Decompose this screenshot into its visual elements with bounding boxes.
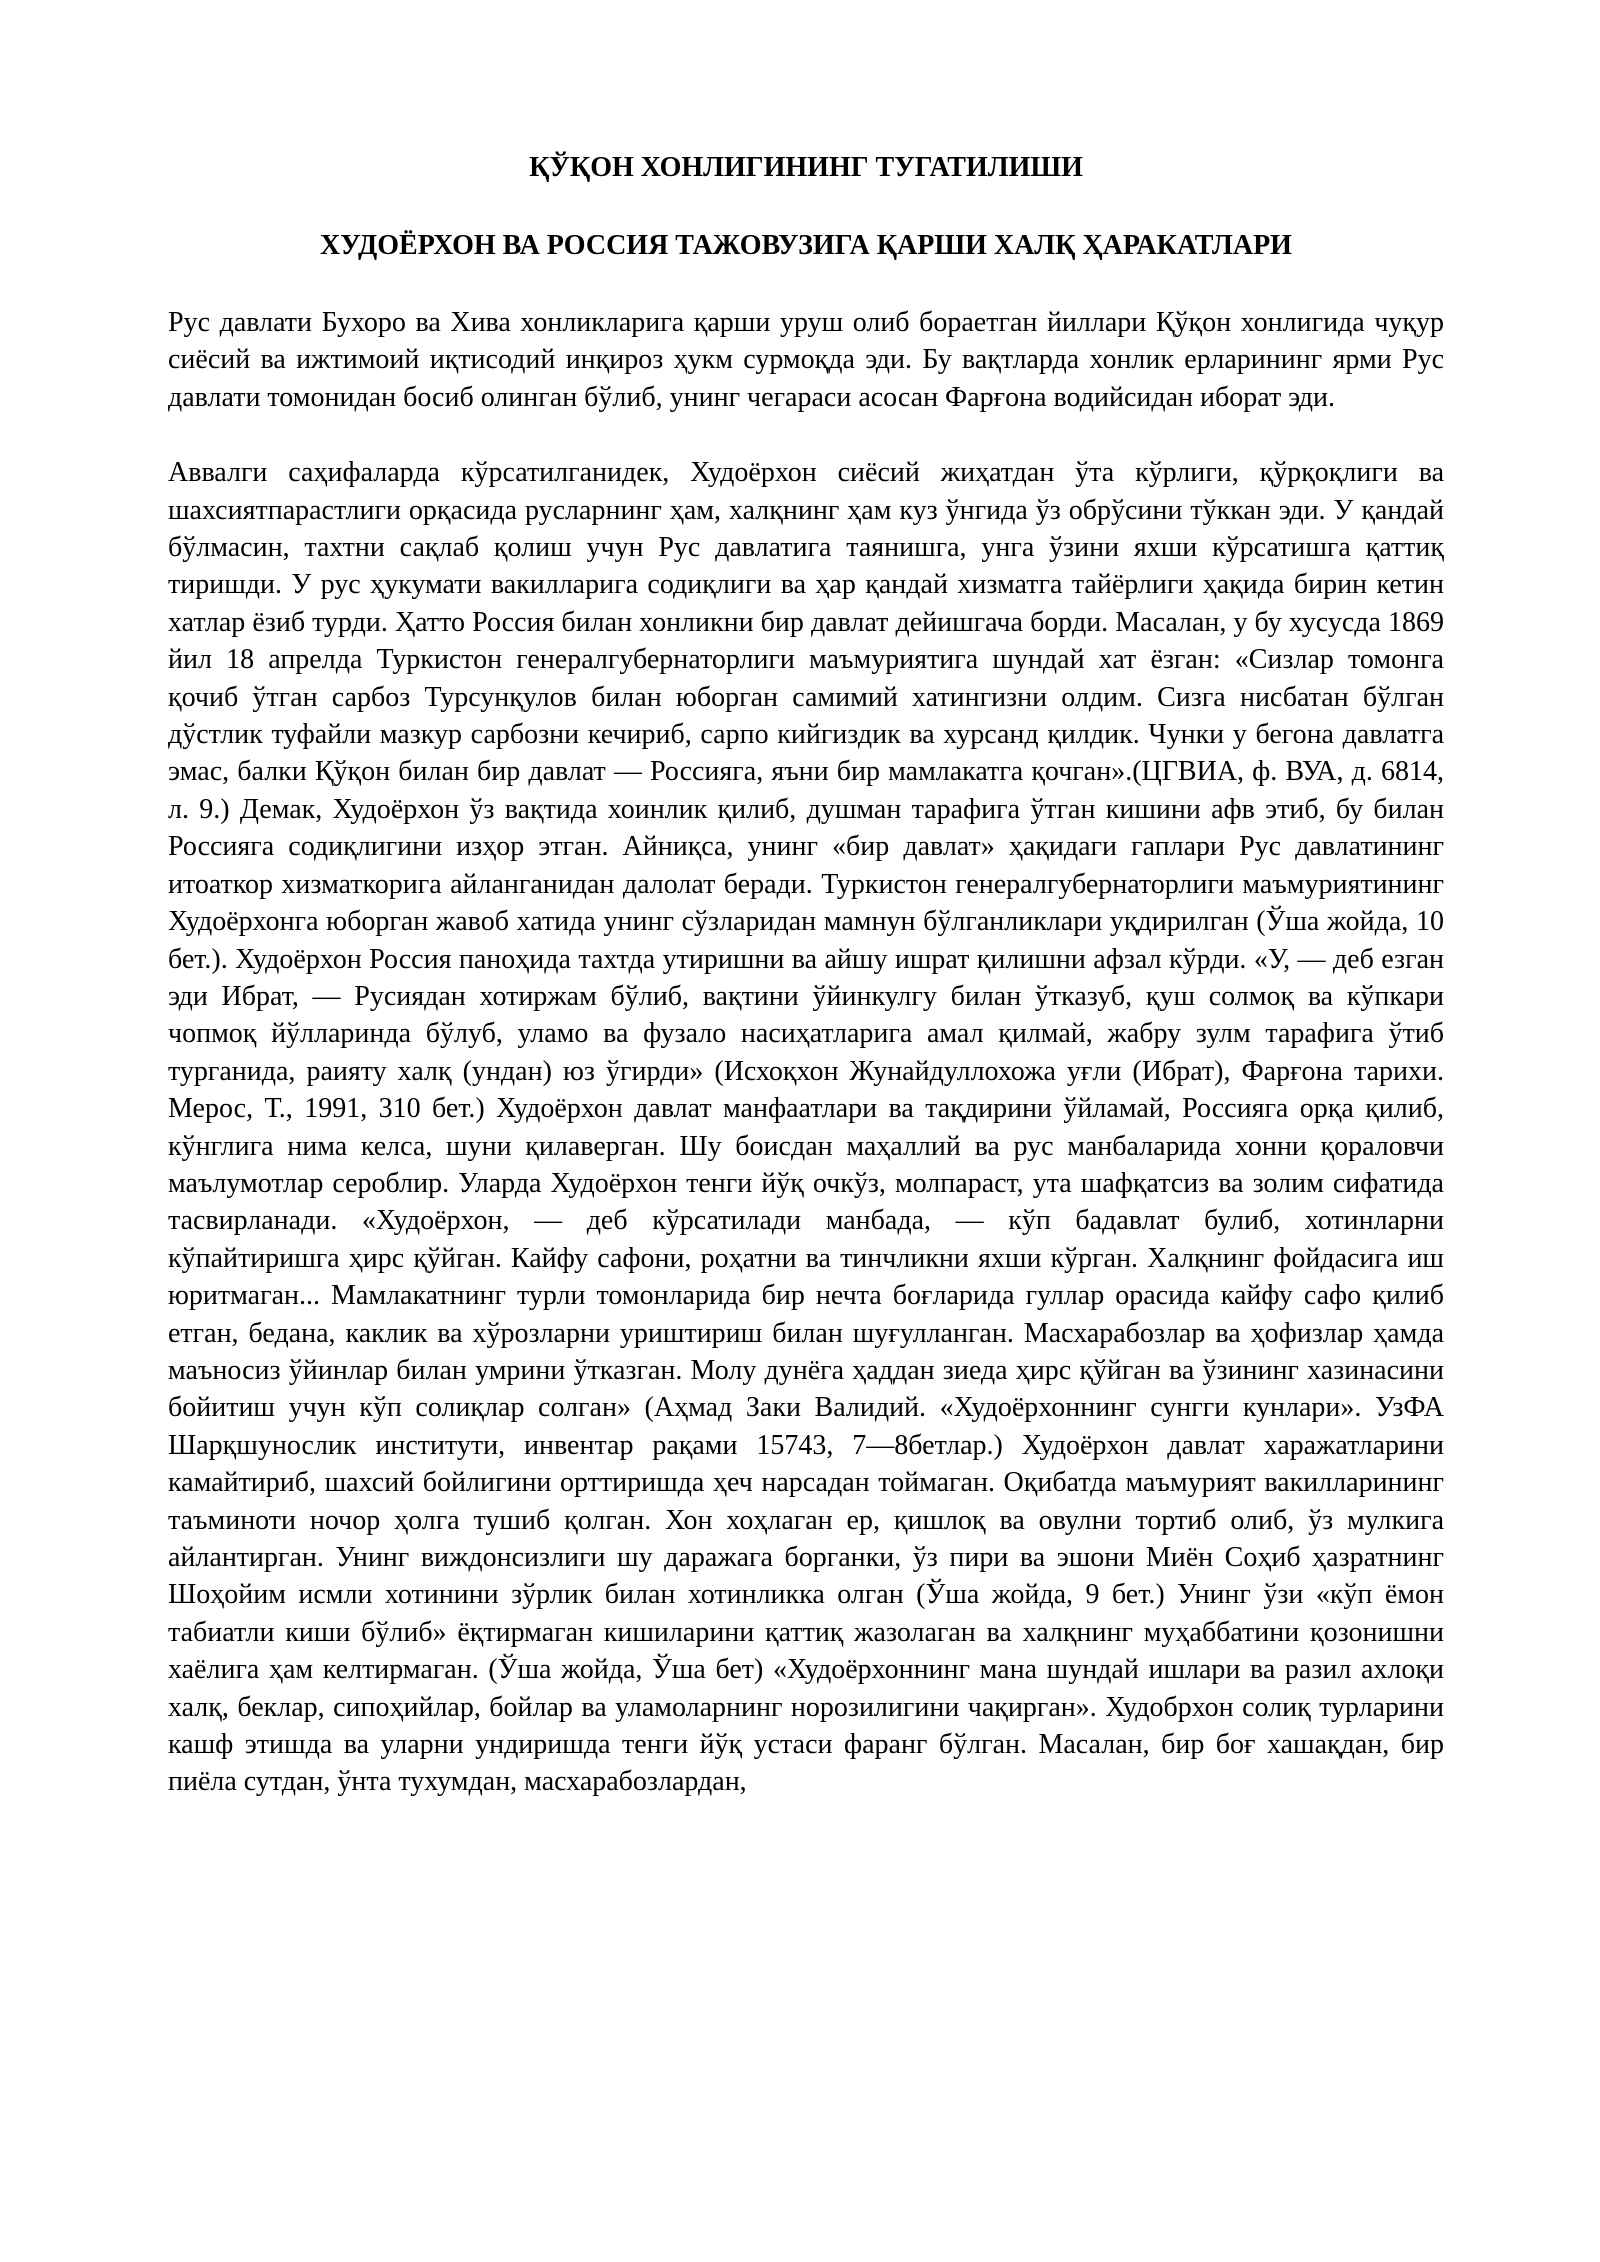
paragraph-intro: Рус давлати Бухоро ва Хива хонликларига қарши уруш олиб бораетган йиллари Қўқон хонлигида чуқур сиёсий ва ижтимоий иқтисодий инқироз ҳукм сурмоқда эди. Бу вақтларда хонлик ерларининг ярми Рус давлати томонидан босиб олинган бўлиб, унинг чегараси асосан Фарғона водийсидан иборат эди.: [168, 307, 1444, 413]
document-page: [168, 150, 1444, 1801]
paragraph-main: Аввалги саҳифаларда кўрсатилганидек, Худоёрхон сиёсий жиҳатдан ўта кўрлиги, қўрқоқлиги ва шахсиятпарастлиги орқасида русларнинг ҳам, халқнинг ҳам куз ўнгида ўз обрўсини тўккан эди. У қандай бўлмасин, тахтни сақлаб қолиш учун Рус давлатига таянишга, унга ўзини яхши кўрсатишга қаттиқ тиришди. У рус ҳукумати вакилларига содиқлиги ва ҳар қандай хизматга тайёрлиги ҳақида бирин кетин хатлар ёзиб турди. Ҳатто Россия билан хонликни бир давлат дейишгача борди. Масалан, у бу хусусда 1869 йил 18 апрелда Туркистон генералгубернаторлиги маъмуриятига шундай хат ёзган: «Сизлар томонга қочиб ўтган сарбоз Турсунқулов билан юборган самимий хатингизни олдим. Сизга нисбатан бўлган дўстлик туфайли мазкур сарбозни кечириб, сарпо кийгиздик ва хурсанд қилдик. Чунки у бегона давлатга эмас, балки Қўқон билан бир давлат — Россияга, яъни бир мамлакатга қочган».(ЦГВИА, ф. ВУА, д. 6814, л. 9.) Демак, Худоёрхон ўз вақтида хоинлик қилиб, душман тарафига ўтган кишини афв этиб, бу билан Россияга содиқлигини изҳор этган. Айниқса, унинг «бир давлат» ҳақидаги гаплари Рус давлатининг итоаткор хизматкорига айланганидан далолат беради. Туркистон генералгубернаторлиги маъмуриятининг Худоёрхонга юборган жавоб хатида унинг сўзларидан мамнун бўлганликлари уқдирилган (Ўша жойда, 10 бет.). Худоёрхон Россия паноҳида тахтда утиришни ва айшу ишрат қилишни афзал кўрди. «У, — деб езган эди Ибрат, — Русиядан хотиржам бўлиб, вақтини ўйинкулгу билан ўтказуб, қуш солмоқ ва кўпкари чопмоқ йўлларинда бўлуб, уламо ва фузало насиҳатларига амал қилмай, жабру зулм тарафига ўтиб турганида, раияту халқ (ундан) юз ўгирди» (Исхоқхон Жунайдуллохожа уғли (Ибрат), Фарғона тарихи. Мерос, Т., 1991, 310 бет.) Худоёрхон давлат манфаатлари ва тақдирини ўйламай, Россияга орқа қилиб, кўнглига нима келса, шуни қилаверган. Шу боисдан маҳаллий ва рус манбаларида хонни қораловчи маълумотлар сероблир. Уларда Худоёрхон тенги йўқ очкўз, молпараст, ута шафқатсиз ва золим сифатида тасвирланади. «Худоёрхон, — деб кўрсатилади манбада, — кўп бадавлат булиб, хотинларни кўпайтиришга ҳирс қўйган. Кайфу сафони, роҳатни ва тинчликни яхши кўрган. Халқнинг фойдасига иш юритмаган... Мамлакатнинг турли томонларида бир нечта боғларида гуллар орасида кайфу сафо қилиб етган, бедана, каклик ва хўрозларни уриштириш билан шуғулланган. Масхарабозлар ва ҳофизлар ҳамда маъносиз ўйинлар билан умрини ўтказган. Молу дунёга ҳаддан зиеда ҳирс қўйган ва ўзининг хазинасини бойитиш учун кўп солиқлар солган» (Аҳмад Заки Валидий. «Худоёрхоннинг сунгги кунлари». УзФА Шарқшунослик институти, инвентар рақами 15743, 7—8бетлар.) Худоёрхон давлат харажатларини камайтириб, шахсий бойлигини орттиришда ҳеч нарсадан тоймаган. Оқибатда маъмурият вакилларининг таъминоти ночор ҳолга тушиб қолган. Хон хоҳлаган ер, қишлоқ ва овулни тортиб олиб, ўз мулкига айлантирган. Унинг виждонсизлиги шу даражага борганки, ўз пири ва эшони Миён Соҳиб ҳазратнинг Шоҳойим исмли хотинини зўрлик билан хотинликка олган (Ўша жойда, 9 бет.) Унинг ўзи «кўп ёмон табиатли киши бўлиб» ёқтирмаган кишиларини қаттиқ жазолаган ва халқнинг муҳаббатини қозонишни хаёлига ҳам келтирмаган. (Ўша жойда, Ўша бет) «Худоёрхоннинг мана шундай ишлари ва разил ахлоқи халқ, беклар, сипоҳийлар, бойлар ва уламоларнинг норозилигини чақирган». Худобрхон солиқ турларини кашф этишда ва уларни ундиришда тенги йўқ устаси фаранг бўлган. Масалан, бир боғ хашақдан, бир пиёла сутдан, ўнта тухумдан, масхарабозлардан,: [168, 457, 1444, 1798]
document-subtitle: ХУДОЁРХОН ВА РОССИЯ ТАЖОВУЗИГА ҚАРШИ ХАЛҚ ҲАРАКАТЛАРИ: [320, 230, 1292, 261]
document-title: ҚЎҚОН ХОНЛИГИНИНГ ТУГАТИЛИШИ: [529, 152, 1083, 183]
